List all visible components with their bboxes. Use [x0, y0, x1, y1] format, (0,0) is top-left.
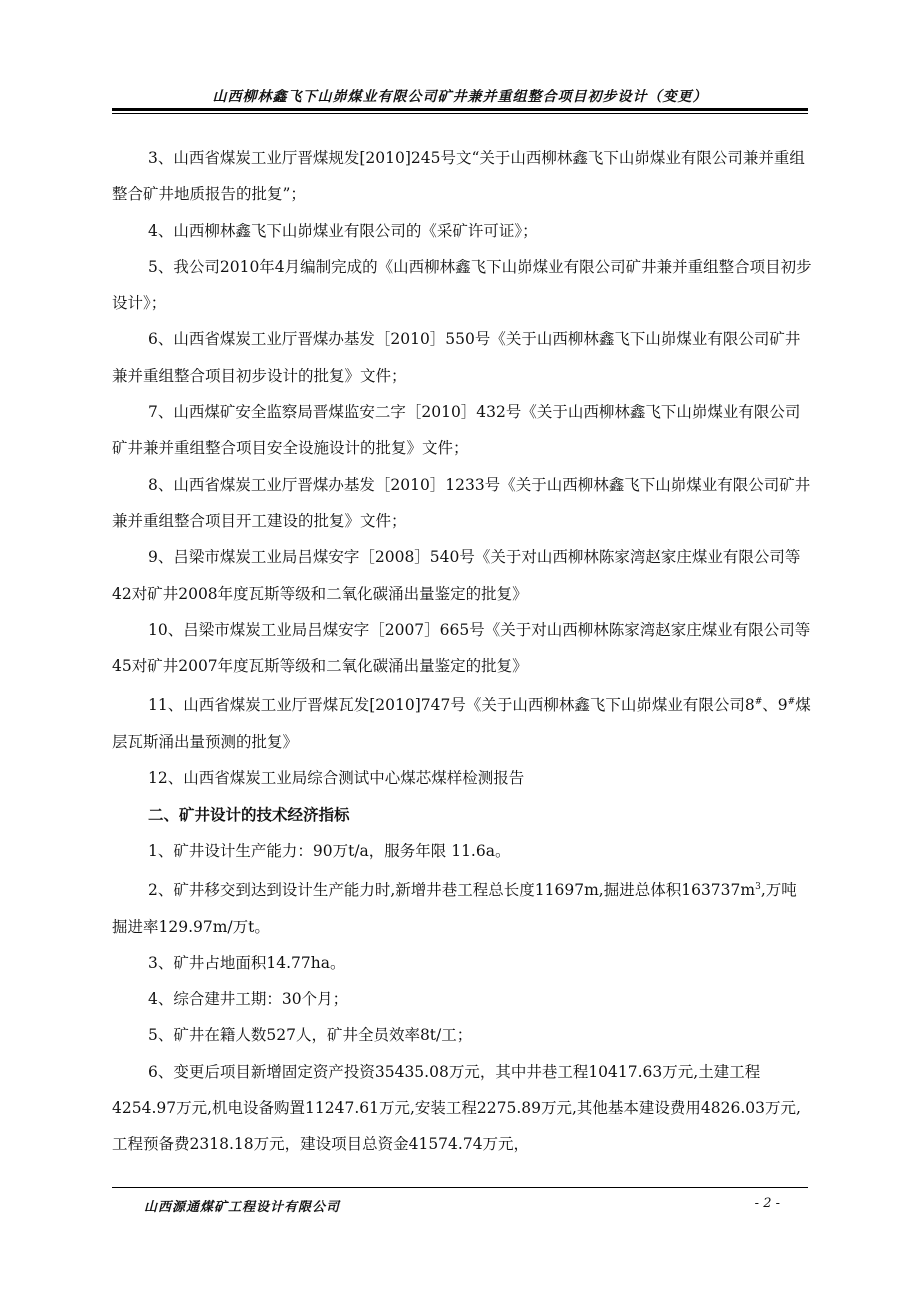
reference-item: 10、吕梁市煤炭工业局吕煤安字［2007］665号《关于对山西柳林陈家湾赵家庄煤业有限公司等45对矿井2007年度瓦斯等级和二氧化碳涌出量鉴定的批复》 [112, 620, 811, 676]
footer-rule [112, 1187, 808, 1188]
indicator-item: 3、矿井占地面积14.77ha。 [148, 953, 346, 972]
item11-sup-1: # [754, 697, 763, 708]
footer-company: 山西源通煤矿工程设计有限公司 [144, 1200, 341, 1215]
item11-text-pre: 11、山西省煤炭工业厅晋煤瓦发[2010]747号《关于山西柳林鑫飞下山峁煤业有限公司8 [148, 696, 755, 715]
indicator-item: 5、矿井在籍人数527人，矿井全员效率8t/工； [148, 1026, 473, 1045]
indicator-item: 4、综合建井工期：30个月； [148, 990, 349, 1009]
indicator2-text-post: ,万吨掘进率129.97m/万t。 [112, 881, 797, 936]
reference-item: 9、吕梁市煤炭工业局吕煤安字［2008］540号《关于对山西柳林陈家湾赵家庄煤业有限公司等42对矿井2008年度瓦斯等级和二氧化碳涌出量鉴定的批复》 [112, 548, 801, 603]
reference-item-11 [112, 684, 812, 760]
document-body [112, 140, 812, 1163]
header-rule-thick [112, 108, 808, 111]
reference-item: 8、山西省煤炭工业厅晋煤办基发［2010］1233号《关于山西柳林鑫飞下山峁煤业有限公司矿井兼并重组整合项目开工建设的批复》文件； [112, 475, 811, 530]
reference-item-12: 12、山西省煤炭工业局综合测试中心煤芯煤样检测报告 [148, 769, 525, 788]
indicator2-sup: 3 [755, 882, 761, 893]
item11-text-mid: 、9 [762, 696, 788, 715]
indicator-item: 1、矿井设计生产能力：90万t/a，服务年限 11.6a。 [148, 841, 511, 860]
reference-item: 4、山西柳林鑫飞下山峁煤业有限公司的《采矿许可证》； [148, 221, 538, 240]
item11-sup-2: # [787, 697, 796, 708]
reference-item: 7、山西煤矿安全监察局晋煤监安二字［2010］432号《关于山西柳林鑫飞下山峁煤业有限公司矿井兼并重组整合项目安全设施设计的批复》文件； [112, 403, 801, 458]
header-rule-thin [112, 113, 808, 114]
indicator-item: 6、变更后项目新增固定资产投资35435.08万元，其中井巷工程10417.63万元,土建工程4254.97万元,机电设备购置11247.61万元,安装工程2275.89万元,其他基本建设费用4826.03万元,工程预备费2318.18万元，建设项目总资金41574.74万元， [112, 1062, 801, 1154]
page-number: - 2 - [754, 1196, 780, 1211]
reference-item: 6、山西省煤炭工业厅晋煤办基发［2010］550号《关于山西柳林鑫飞下山峁煤业有限公司矿井兼并重组整合项目初步设计的批复》文件； [112, 330, 801, 385]
section-heading: 二、矿井设计的技术经济指标 [148, 804, 350, 824]
indicator-item-2 [112, 869, 812, 945]
reference-item: 3、山西省煤炭工业厅晋煤规发[2010]245号文“关于山西柳林鑫飞下山峁煤业有限公司兼并重组整合矿井地质报告的批复”； [112, 149, 805, 204]
indicator2-text-pre: 2、矿井移交到达到设计生产能力时,新增井巷工程总长度11697m,掘进总体积163737m [148, 881, 756, 900]
item11-text-post: 煤层瓦斯涌出量预测的批复》 [112, 696, 811, 751]
reference-item: 5、我公司2010年4月编制完成的《山西柳林鑫飞下山峁煤业有限公司矿井兼并重组整合项目初步设计》； [112, 257, 812, 313]
page-header-title: 山西柳林鑫飞下山峁煤业有限公司矿井兼并重组整合项目初步设计（变更） [212, 89, 708, 105]
